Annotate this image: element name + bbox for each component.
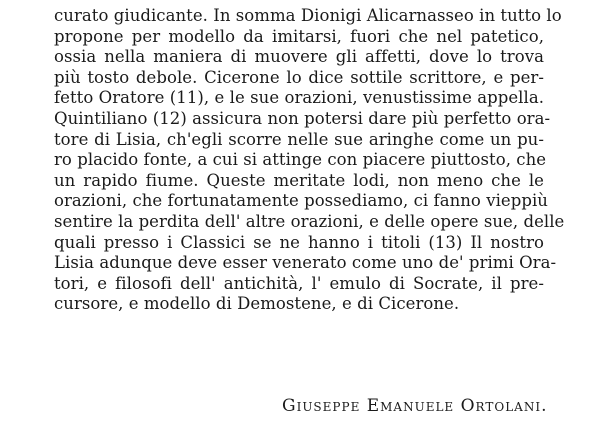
author-signature: Giuseppe Emanuele Ortolani. [282,396,548,416]
text-line: quali presso i Classici se ne hanno i titoli (13) Il nostro [54,232,544,252]
text-line: un rapido fiume. Queste meritate lodi, non meno che le [54,170,544,190]
text-line: Lisia adunque deve esser venerato come uno de' primi Ora- [54,253,557,273]
text-line: curato giudicante. In somma Dionigi Alicarnasseo in tutto lo [54,6,562,25]
text-line: tore di Lisia, ch'egli scorre nelle sue aringhe come un pu- [54,129,544,149]
text-line: propone per modello da imitarsi, fuori che nel patetico, [54,26,544,46]
body-text [54,6,565,315]
text-line: orazioni, che fortunatamente possediamo, ci fanno vieppiù [54,191,548,211]
text-line: Quintiliano (12) assicura non potersi dare più perfetto ora- [54,108,551,128]
text-line-last: cursore, e modello di Demostene, e di Cicerone. [54,294,460,314]
text-line: fetto Oratore (11), e le sue orazioni, venustissime appella. [54,88,544,108]
text-line: ossia nella maniera di muovere gli affetti, dove lo trova [54,47,544,67]
text-line: ro placido fonte, a cui si attinge con piacere piuttosto, che [54,150,547,170]
text-line: tori, e filosofi dell' antichità, l' emulo di Socrate, il pre- [54,273,544,293]
text-line: più tosto debole. Cicerone lo dice sottile scrittore, e per- [54,67,544,87]
text-line: sentire la perdita dell' altre orazioni, e delle opere sue, delle [54,211,565,231]
